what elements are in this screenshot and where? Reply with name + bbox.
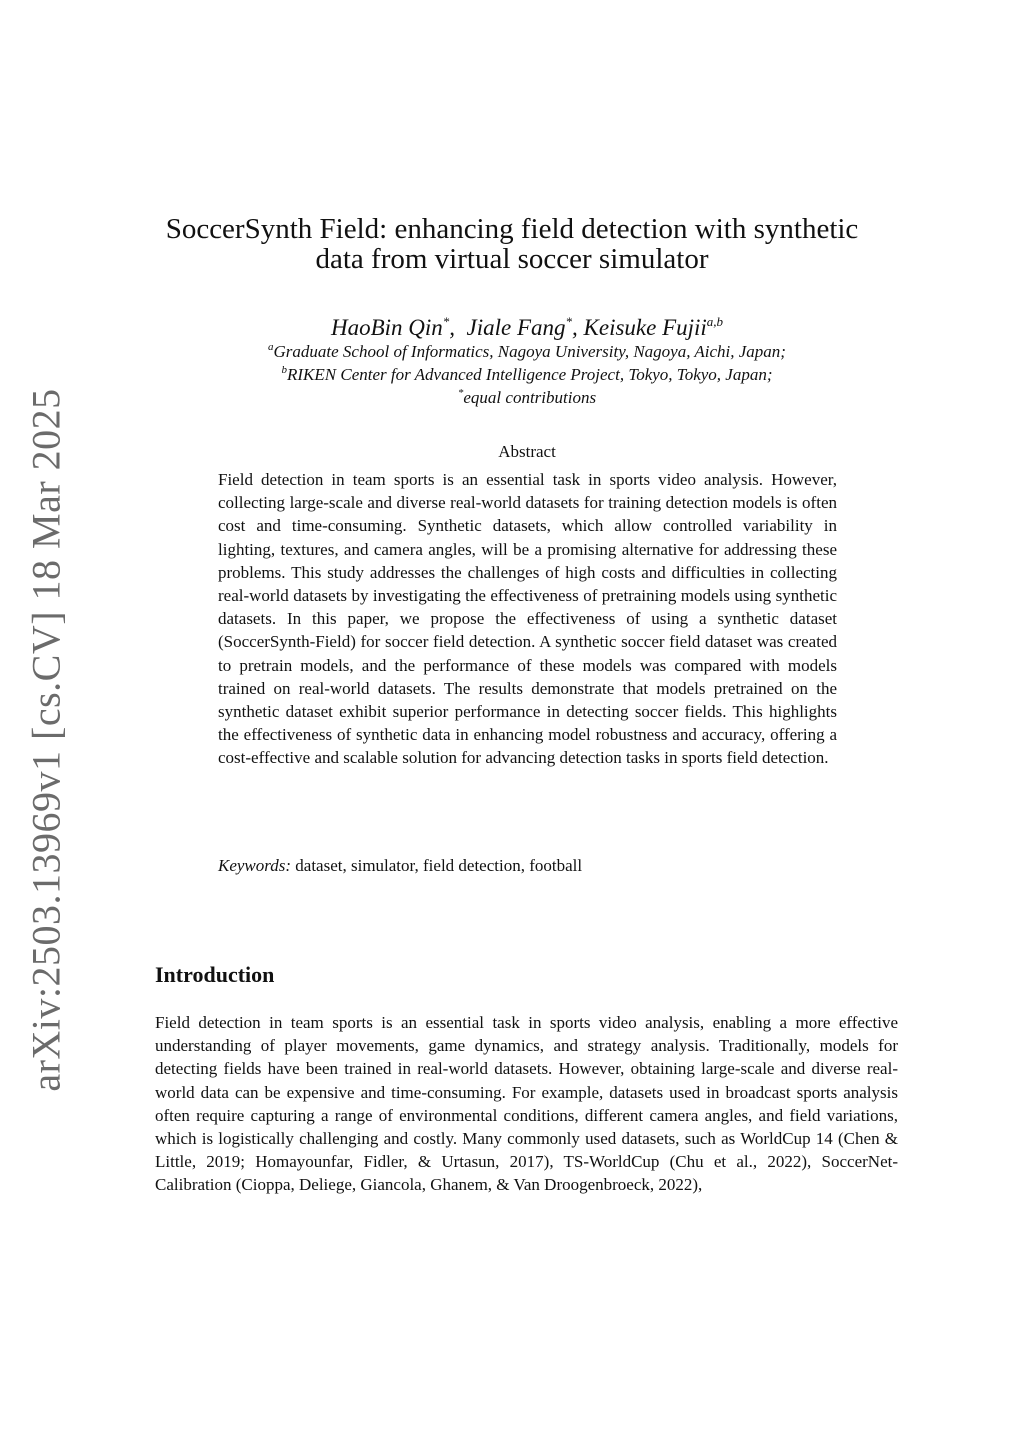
author-name: Keisuke Fujii [583, 315, 707, 340]
affiliation [0, 382, 1024, 409]
author-separator: , [449, 315, 467, 340]
keywords-label: Keywords: [218, 856, 292, 875]
title-line-2: data from virtual soccer simulator [315, 243, 709, 275]
affiliation-text: Graduate School of Informatics, Nagoya University, Nagoya, Aichi, Japan; [273, 342, 786, 361]
affiliation-marker: * [457, 387, 464, 399]
author-name: Jiale Fang [466, 315, 566, 340]
keywords [218, 856, 837, 876]
paper-title [0, 214, 1024, 274]
author-affil-marker: a,b [706, 314, 724, 329]
abstract-text: Field detection in team sports is an essential task in sports video analysis. However, collecting large-scale and diverse real-world datasets for training detection models is often cost and time-consuming. Synthetic datasets, which allow controlled variability in lighting, textures, and camera angles, will be a promising alternative for addressing these problems. This study addresses the challenges of high costs and difficulties in collecting real-world datasets by investigating the effectiveness of pretraining models using synthetic datasets. In this paper, we propose the effectiveness of using a synthetic dataset (SoccerSynth-Field) for soccer field detection. A synthetic soccer field dataset was created to pretrain models, and the performance of these models was compared with models trained on real-world datasets. The results demonstrate that models pretrained on the synthetic dataset exhibit superior performance in detecting soccer fields. This highlights the effectiveness of synthetic data in enhancing model robustness and accuracy, offering a cost-effective and scalable solution for advancing detection tasks in sports field detection. [218, 470, 837, 768]
author-affil-marker: * [565, 314, 573, 329]
section-heading-introduction: Introduction [155, 962, 275, 987]
affiliation-marker: a [268, 341, 274, 353]
affiliation-text: RIKEN Center for Advanced Intelligence Project, Tokyo, Tokyo, Japan; [287, 365, 773, 384]
title-line-1: SoccerSynth Field: enhancing field detection with synthetic [165, 213, 859, 245]
arxiv-identifier: arXiv:2503.13969v1 [cs.CV] 18 Mar 2025 [23, 388, 69, 1092]
author-affil-marker: * [442, 314, 450, 329]
introduction-text: Field detection in team sports is an essential task in sports video analysis, enabling a more effective understanding of player movements, game dynamics, and strategy analysis. Traditionally, models for detecting fields have been trained in real-world datasets. However, obtaining large-scale and diverse real-world data can be expensive and time-consuming. For example, datasets used in broadcast sports analysis often require capturing a range of environmental conditions, different camera angles, and field variations, which is logistically challenging and costly. Many commonly used datasets, such as WorldCup 14 (Chen & Little, 2019; Homayounfar, Fidler, & Urtasun, 2017), TS-WorldCup (Chu et al., 2022), SoccerNet-Calibration (Cioppa, Deliege, Giancola, Ghanem, & Van Droogenbroeck, 2022), [155, 1013, 898, 1195]
affiliation-marker: b [281, 364, 287, 376]
abstract-heading: Abstract [498, 442, 556, 461]
author-separator: , [572, 315, 584, 340]
keywords-list: dataset, simulator, field detection, football [295, 856, 583, 875]
author-name: HaoBin Qin [330, 315, 443, 340]
affiliation-text: equal contributions [463, 388, 597, 407]
